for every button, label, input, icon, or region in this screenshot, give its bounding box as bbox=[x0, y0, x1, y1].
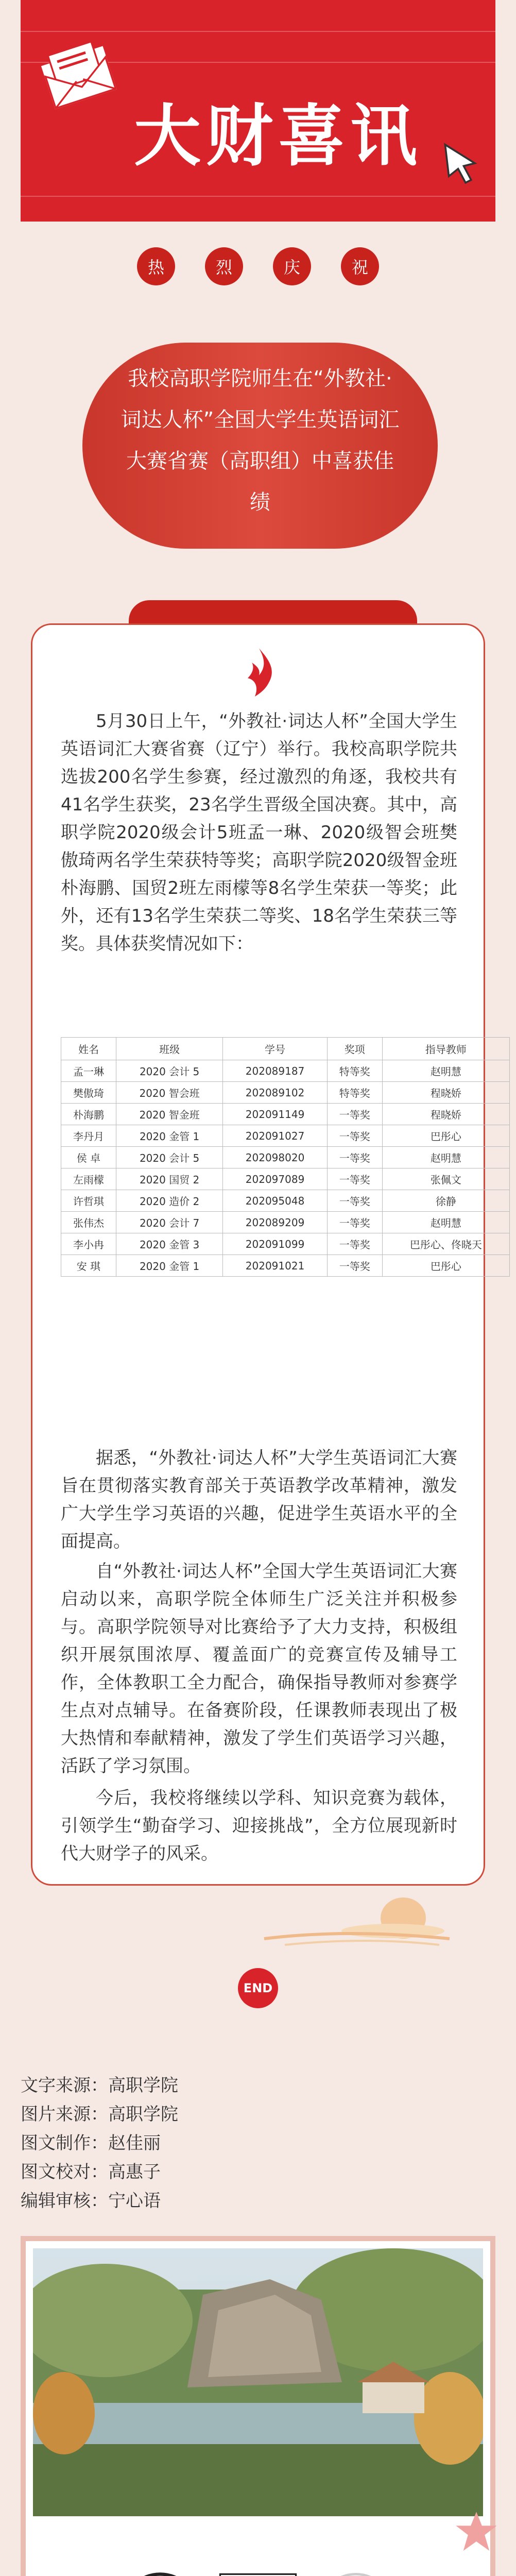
table-cell: 程晓娇 bbox=[382, 1104, 509, 1125]
weibo-qr-icon bbox=[315, 2571, 397, 2576]
table-cell: 2020 智金班 bbox=[116, 1104, 222, 1125]
table-cell: 樊傲琦 bbox=[61, 1082, 116, 1104]
table-cell: 赵明慧 bbox=[382, 1147, 509, 1168]
headline-text: 我校高职学院师生在“外教社·词达人杯”全国大学生英语词汇大赛省赛（高职组）中喜获佳绩 bbox=[82, 343, 438, 549]
table-cell: 一等奖 bbox=[327, 1147, 382, 1168]
table-cell: 李小冉 bbox=[61, 1233, 116, 1255]
end-badge: END bbox=[238, 1968, 278, 2008]
table-cell: 一等奖 bbox=[327, 1255, 382, 1277]
dot-qing: 庆 bbox=[273, 247, 311, 285]
table-cell: 202097089 bbox=[223, 1168, 328, 1190]
credit-review: 编辑审核：宁心语 bbox=[21, 2191, 161, 2211]
table-cell: 安 琪 bbox=[61, 1255, 116, 1277]
table-cell: 徐静 bbox=[382, 1190, 509, 1212]
cursor-icon bbox=[438, 139, 484, 185]
table-cell: 一等奖 bbox=[327, 1212, 382, 1233]
header-banner bbox=[21, 0, 495, 222]
dot-lie: 烈 bbox=[205, 247, 243, 285]
table-header-row bbox=[61, 1038, 510, 1060]
table-cell: 202098020 bbox=[223, 1147, 328, 1168]
table-cell: 赵明慧 bbox=[382, 1212, 509, 1233]
banner-title: 大财喜讯 bbox=[134, 96, 423, 175]
table-cell: 一等奖 bbox=[327, 1104, 382, 1125]
credit-text-source: 文字来源：高职学院 bbox=[21, 2075, 178, 2096]
table-cell: 202095048 bbox=[223, 1190, 328, 1212]
social-frame bbox=[21, 2236, 495, 2576]
table-row bbox=[61, 1060, 510, 1082]
table-cell: 2020 金管 1 bbox=[116, 1255, 222, 1277]
col-award: 奖项 bbox=[327, 1038, 382, 1060]
table-row bbox=[61, 1125, 510, 1147]
credit-proofread: 图文校对：高惠子 bbox=[21, 2162, 161, 2182]
table-cell: 程晓娇 bbox=[382, 1082, 509, 1104]
table-cell: 左雨檬 bbox=[61, 1168, 116, 1190]
table-cell: 2020 国贸 2 bbox=[116, 1168, 222, 1190]
article-paragraph-1: 5月30日上午，“外教社·词达人杯”全国大学生英语词汇大赛省赛（辽宁）举行。我校高职学院共选拔200名学生参赛，经过激烈的角逐，我校共有41名学生获奖，23名学生晋级全国决赛。其中，高职学院2020级会计5班孟一琳、2020级智会班樊傲琦两名学生荣获特等奖；高职学院2020级智金班朴海鹏、国贸2班左雨檬等8名学生荣获一等奖；此外，还有13名学生荣获二等奖、18名学生荣获三等奖。具体获奖情况如下： bbox=[61, 711, 457, 954]
col-student-id: 学号 bbox=[223, 1038, 328, 1060]
table-row bbox=[61, 1168, 510, 1190]
table-cell: 孟一琳 bbox=[61, 1060, 116, 1082]
weibo-qr-code[interactable] bbox=[315, 2571, 397, 2576]
article-paragraph-2: 据悉，“外教社·词达人杯”大学生英语词汇大赛旨在贯彻落实教育部关于英语教学改革精神，激发广大学生学习英语的兴趣，促进学生英语水平的全面提高。 bbox=[61, 1448, 457, 1552]
table-cell: 2020 会计 5 bbox=[116, 1060, 222, 1082]
table-cell: 特等奖 bbox=[327, 1082, 382, 1104]
table-cell: 许哲琪 bbox=[61, 1190, 116, 1212]
flame-icon bbox=[236, 646, 282, 702]
col-teacher: 指导教师 bbox=[382, 1038, 509, 1060]
table-cell: 一等奖 bbox=[327, 1233, 382, 1255]
table-cell: 202091021 bbox=[223, 1255, 328, 1277]
table-cell: 张佩文 bbox=[382, 1168, 509, 1190]
table-cell: 一等奖 bbox=[327, 1168, 382, 1190]
table-row bbox=[61, 1104, 510, 1125]
awards-table bbox=[61, 1037, 510, 1277]
celebration-dots bbox=[0, 247, 516, 285]
dot-zhu: 祝 bbox=[341, 247, 379, 285]
campus-photo bbox=[33, 2248, 483, 2516]
article-paragraph-3: 自“外教社·词达人杯”全国大学生英语词汇大赛启动以来，高职学院全体师生广泛关注并积极参与。高职学院领导对比赛给予了大力支持，积极组织开展氛围浓厚、覆盖面广的竞赛宣传及辅导工作，全体教职工全力配合，确保指导教师对参赛学生点对点辅导。在备赛阶段，任课教师表现出了极大热情和奉献精神，激发了学生们英语学习兴趣，活跃了学习氛围。 bbox=[61, 1561, 457, 1776]
table-cell: 2020 造价 2 bbox=[116, 1190, 222, 1212]
douyin-logo-icon bbox=[119, 2571, 201, 2576]
table-row bbox=[61, 1190, 510, 1212]
col-class: 班级 bbox=[116, 1038, 222, 1060]
table-row bbox=[61, 1255, 510, 1277]
credits bbox=[21, 2071, 178, 2215]
table-cell: 巴彤心、佟晓天 bbox=[382, 1233, 509, 1255]
table-row bbox=[61, 1212, 510, 1233]
table-cell: 2020 智会班 bbox=[116, 1082, 222, 1104]
table-cell: 特等奖 bbox=[327, 1060, 382, 1082]
dot-re: 热 bbox=[137, 247, 175, 285]
cloud-decoration bbox=[254, 1887, 460, 1949]
table-cell: 2020 金管 3 bbox=[116, 1233, 222, 1255]
douyin-qr-code[interactable] bbox=[119, 2571, 201, 2576]
table-cell: 202089187 bbox=[223, 1060, 328, 1082]
envelope-icon bbox=[36, 31, 124, 118]
qr-code-row bbox=[26, 2571, 490, 2576]
table-row bbox=[61, 1233, 510, 1255]
table-cell: 侯 卓 bbox=[61, 1147, 116, 1168]
qr-code-icon bbox=[217, 2571, 299, 2576]
article-card bbox=[31, 623, 485, 1886]
table-cell: 202089209 bbox=[223, 1212, 328, 1233]
table-row bbox=[61, 1082, 510, 1104]
table-cell: 202089102 bbox=[223, 1082, 328, 1104]
wechat-qr-code[interactable] bbox=[217, 2571, 299, 2576]
table-cell: 巴彤心 bbox=[382, 1255, 509, 1277]
table-row bbox=[61, 1147, 510, 1168]
col-name: 姓名 bbox=[61, 1038, 116, 1060]
table-cell: 一等奖 bbox=[327, 1190, 382, 1212]
article-paragraph-4: 今后，我校将继续以学科、知识竞赛为载体，引领学生“勤奋学习、迎接挑战”，全方位展现新时代大财学子的风采。 bbox=[61, 1788, 457, 1864]
table-cell: 202091099 bbox=[223, 1233, 328, 1255]
table-cell: 巴彤心 bbox=[382, 1125, 509, 1147]
table-cell: 202091027 bbox=[223, 1125, 328, 1147]
table-cell: 2020 金管 1 bbox=[116, 1125, 222, 1147]
table-cell: 2020 会计 7 bbox=[116, 1212, 222, 1233]
star-icon bbox=[453, 2509, 500, 2555]
table-cell: 张伟杰 bbox=[61, 1212, 116, 1233]
credit-production: 图文制作：赵佳丽 bbox=[21, 2133, 161, 2154]
table-cell: 一等奖 bbox=[327, 1125, 382, 1147]
table-cell: 202091149 bbox=[223, 1104, 328, 1125]
table-cell: 李丹月 bbox=[61, 1125, 116, 1147]
table-cell: 2020 会计 5 bbox=[116, 1147, 222, 1168]
table-cell: 朴海鹏 bbox=[61, 1104, 116, 1125]
credit-image-source: 图片来源：高职学院 bbox=[21, 2104, 178, 2125]
table-cell: 赵明慧 bbox=[382, 1060, 509, 1082]
